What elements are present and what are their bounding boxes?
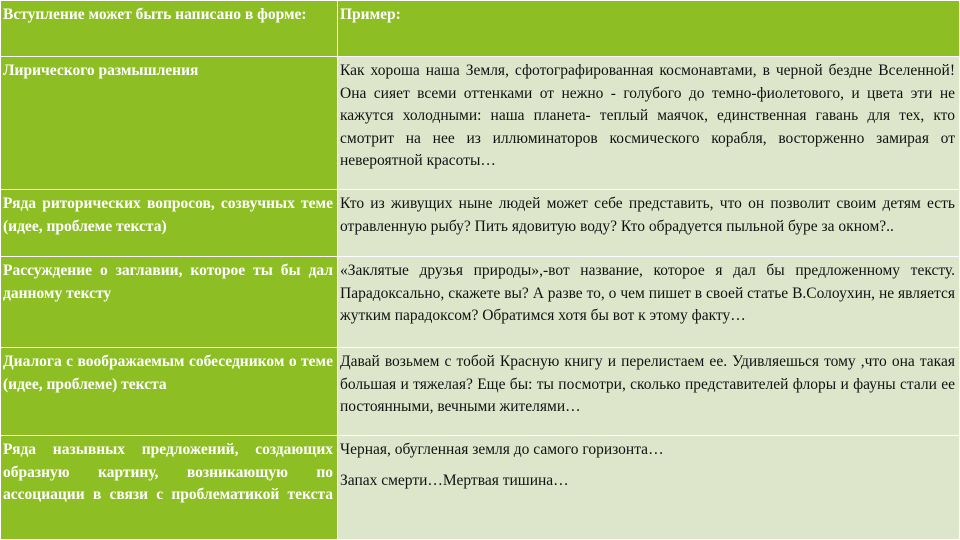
form-cell: Ряда назывных предложений, создающих образную картину, возникающую по ассоциации в связи с проблематикой текста: [1, 436, 338, 540]
table-row: [1, 257, 960, 348]
example-cell: [338, 348, 960, 436]
table-row: [1, 190, 960, 257]
example-cell: [338, 257, 960, 348]
form-cell: Рассуждение о заглавии, которое ты бы дал данному тексту: [1, 257, 338, 348]
example-text: Запах смерти…Мертвая тишина…: [340, 471, 569, 489]
table-header-row: [1, 1, 960, 57]
example-text: Давай возьмем с тобой Красную книгу и перелистаем ее. Удивляешься тому ,что она такая большая и тяжелая? Еще бы: ты посмотри, сколько представителей флоры и фауны стали ее постоянными, вечными жителями…: [340, 353, 955, 415]
header-form-cell: Вступление может быть написано в форме:: [1, 1, 338, 57]
example-text: «Заклятые друзья природы»,-вот название, которое я дал бы предложенному тексту. Парадоксально, скажете вы? А разве то, о чем пишет в своей статье В.Солоухин, не является жутким парадоксом? Обратимся хотя бы вот к этому факту…: [340, 262, 955, 324]
example-cell: [338, 436, 960, 540]
form-cell: Лирического размышления: [1, 57, 338, 190]
example-cell: [338, 190, 960, 257]
example-text: Черная, обугленная земля до самого горизонта…: [340, 441, 664, 458]
header-example-cell: Пример:: [338, 1, 960, 57]
table-row: [1, 57, 960, 190]
table-row: [1, 348, 960, 436]
form-cell: Ряда риторических вопросов, созвучных теме (идее, проблеме текста): [1, 190, 338, 257]
example-text: Как хороша наша Земля, сфотографированная космонавтами, в черной бездне Вселенной! Она сияет всеми оттенками от нежно - голубого до темно-фиолетового, и цвета эти не кажутся холодными: наша планета- теплый маячок, единственная гавань для тех, кто смотрит на нее из иллюминаторов космического корабля, восторженно замирая от невероятной красоты…: [340, 62, 955, 169]
example-text: Кто из живущих ныне людей может себе представить, что он позволит своим детям есть отравленную рыбу? Пить ядовитую воду? Кто обрадуется пыльной буре за окном?..: [340, 195, 955, 235]
form-cell: Диалога с воображаемым собеседником о теме (идее, проблеме) текста: [1, 348, 338, 436]
example-cell: [338, 57, 960, 190]
table-row: [1, 436, 960, 540]
